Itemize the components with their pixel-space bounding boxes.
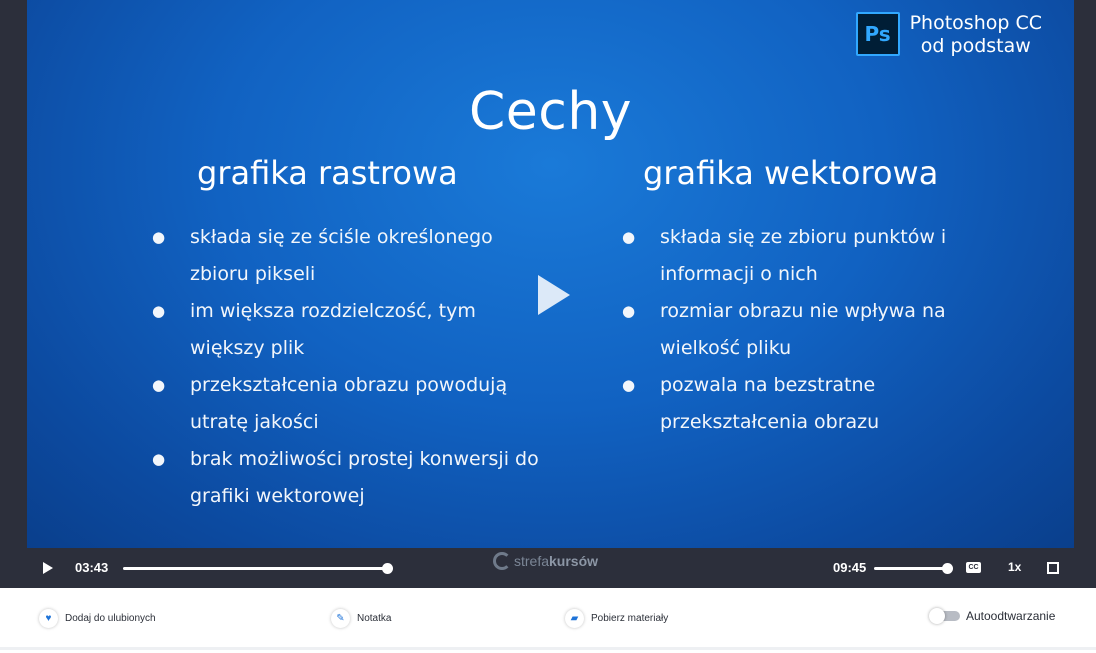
raster-heading: grafika rastrowa: [197, 154, 458, 192]
volume-handle[interactable]: [942, 563, 953, 574]
pencil-icon: ✎: [331, 609, 350, 628]
course-name-line2: od podstaw: [920, 35, 1031, 57]
right-frame: [1074, 0, 1096, 588]
autoplay-switch[interactable]: [930, 611, 960, 621]
bullet-item: ● brak możliwości prostej konwersji do grafiki wektorowej: [152, 441, 542, 515]
vector-bullet-list: [622, 219, 962, 441]
autoplay-toggle[interactable]: [930, 609, 1055, 623]
play-icon[interactable]: [43, 562, 53, 574]
strefa-logo-icon: [493, 552, 511, 570]
current-time: 03:43: [75, 560, 109, 575]
video-player[interactable]: [27, 0, 1074, 548]
lesson-actions-bar: [0, 588, 1096, 650]
watermark-light: strefa: [514, 553, 550, 569]
vector-heading: grafika wektorowa: [643, 154, 939, 192]
bullet-item: ● rozmiar obrazu nie wpływa na wielkość pliku: [622, 293, 962, 367]
add-to-favorites-label: Dodaj do ulubionych: [65, 613, 156, 624]
bullet-item: ● pozwala na bezstratne przekształcenia obrazu: [622, 367, 962, 441]
autoplay-label: Autoodtwarzanie: [966, 609, 1056, 623]
strefa-kursow-watermark: [493, 552, 598, 570]
fullscreen-icon[interactable]: [1047, 562, 1059, 574]
bullet-item: ● składa się ze ściśle określonego zbioru pikseli: [152, 219, 542, 293]
note-label: Notatka: [357, 613, 392, 624]
playback-speed-button[interactable]: 1x: [1008, 560, 1022, 574]
left-frame: [0, 0, 27, 588]
bullet-item: ● składa się ze zbioru punktów i informacji o nich: [622, 219, 962, 293]
download-materials-label: Pobierz materiały: [591, 613, 669, 624]
progress-slider[interactable]: [123, 567, 387, 570]
heart-icon: ♥: [39, 609, 58, 628]
player-controls: [27, 548, 1074, 588]
progress-handle[interactable]: [382, 563, 393, 574]
raster-bullet-list: [152, 219, 542, 515]
add-to-favorites-button[interactable]: [39, 609, 156, 628]
note-button[interactable]: [331, 609, 391, 628]
bullet-item: ● przekształcenia obrazu powodują utratę jakości: [152, 367, 542, 441]
big-play-icon[interactable]: [538, 275, 570, 315]
download-materials-button[interactable]: [565, 609, 668, 628]
autoplay-switch-knob: [929, 608, 945, 624]
photoshop-logo-icon: Ps: [856, 12, 900, 56]
captions-button[interactable]: CC: [966, 562, 981, 573]
course-brand: [856, 12, 1042, 58]
volume-slider[interactable]: [874, 567, 948, 570]
bullet-item: ● im większa rozdzielczość, tym większy plik: [152, 293, 542, 367]
watermark-bold: kursów: [549, 553, 599, 569]
folder-icon: ▰: [565, 609, 584, 628]
course-name-line1: Photoshop CC: [909, 12, 1042, 34]
duration-time: 09:45: [833, 560, 867, 575]
course-name: [910, 12, 1042, 58]
slide-title: Cechy: [468, 82, 633, 142]
